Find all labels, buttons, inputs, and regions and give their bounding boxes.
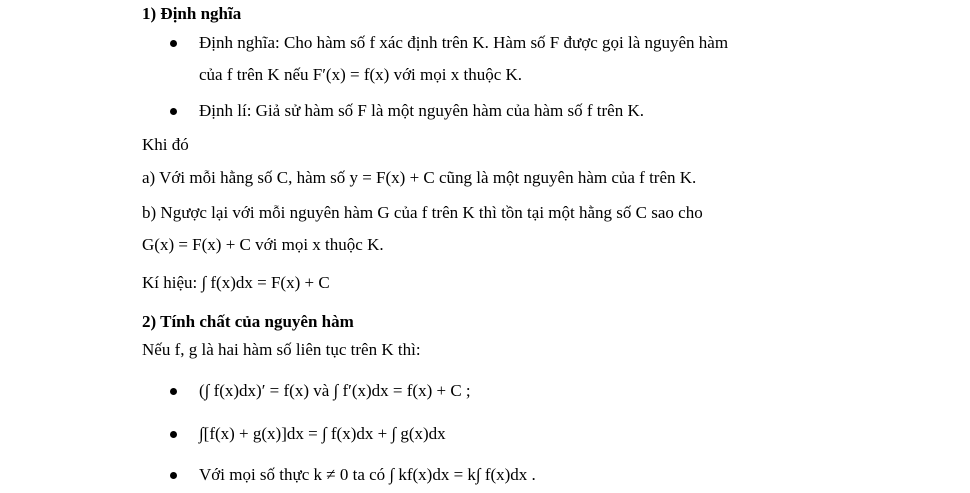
item-a: a) Với mỗi hằng số C, hàm số y = F(x) + C cũng là một nguyên hàm của f trên K. — [142, 168, 697, 187]
bullet — [170, 472, 177, 479]
item-b-line2: G(x) = F(x) + C với mọi x thuộc K. — [142, 235, 384, 254]
bullet — [170, 108, 177, 115]
then-text: Khi đó — [142, 135, 189, 154]
section2-intro: Nếu f, g là hai hàm số liên tục trên K thì: — [142, 340, 421, 359]
bullet — [170, 388, 177, 395]
theorem-line: Định lí: Giả sử hàm số F là một nguyên hàm của hàm số f trên K. — [199, 101, 645, 120]
property-1: (∫ f(x)dx)′ = f(x) và ∫ f′(x)dx = f(x) + C ; — [199, 381, 471, 400]
notation: Kí hiệu: ∫ f(x)dx = F(x) + C — [142, 273, 330, 292]
definition-line2: của f trên K nếu F′(x) = f(x) với mọi x thuộc K. — [199, 65, 523, 84]
section1-heading: 1) Định nghĩa — [142, 4, 242, 23]
bullet — [170, 40, 177, 47]
property-3: Với mọi số thực k ≠ 0 ta có ∫ kf(x)dx = k∫ f(x)dx . — [199, 465, 536, 484]
property-2: ∫[f(x) + g(x)]dx = ∫ f(x)dx + ∫ g(x)dx — [199, 424, 446, 443]
section2-heading: 2) Tính chất của nguyên hàm — [142, 312, 354, 331]
definition-line1: Định nghĩa: Cho hàm số f xác định trên K. Hàm số F được gọi là nguyên hàm — [199, 33, 729, 52]
item-b-line1: b) Ngược lại với mỗi nguyên hàm G của f trên K thì tồn tại một hằng số C sao cho — [142, 203, 703, 222]
bullet — [170, 431, 177, 438]
